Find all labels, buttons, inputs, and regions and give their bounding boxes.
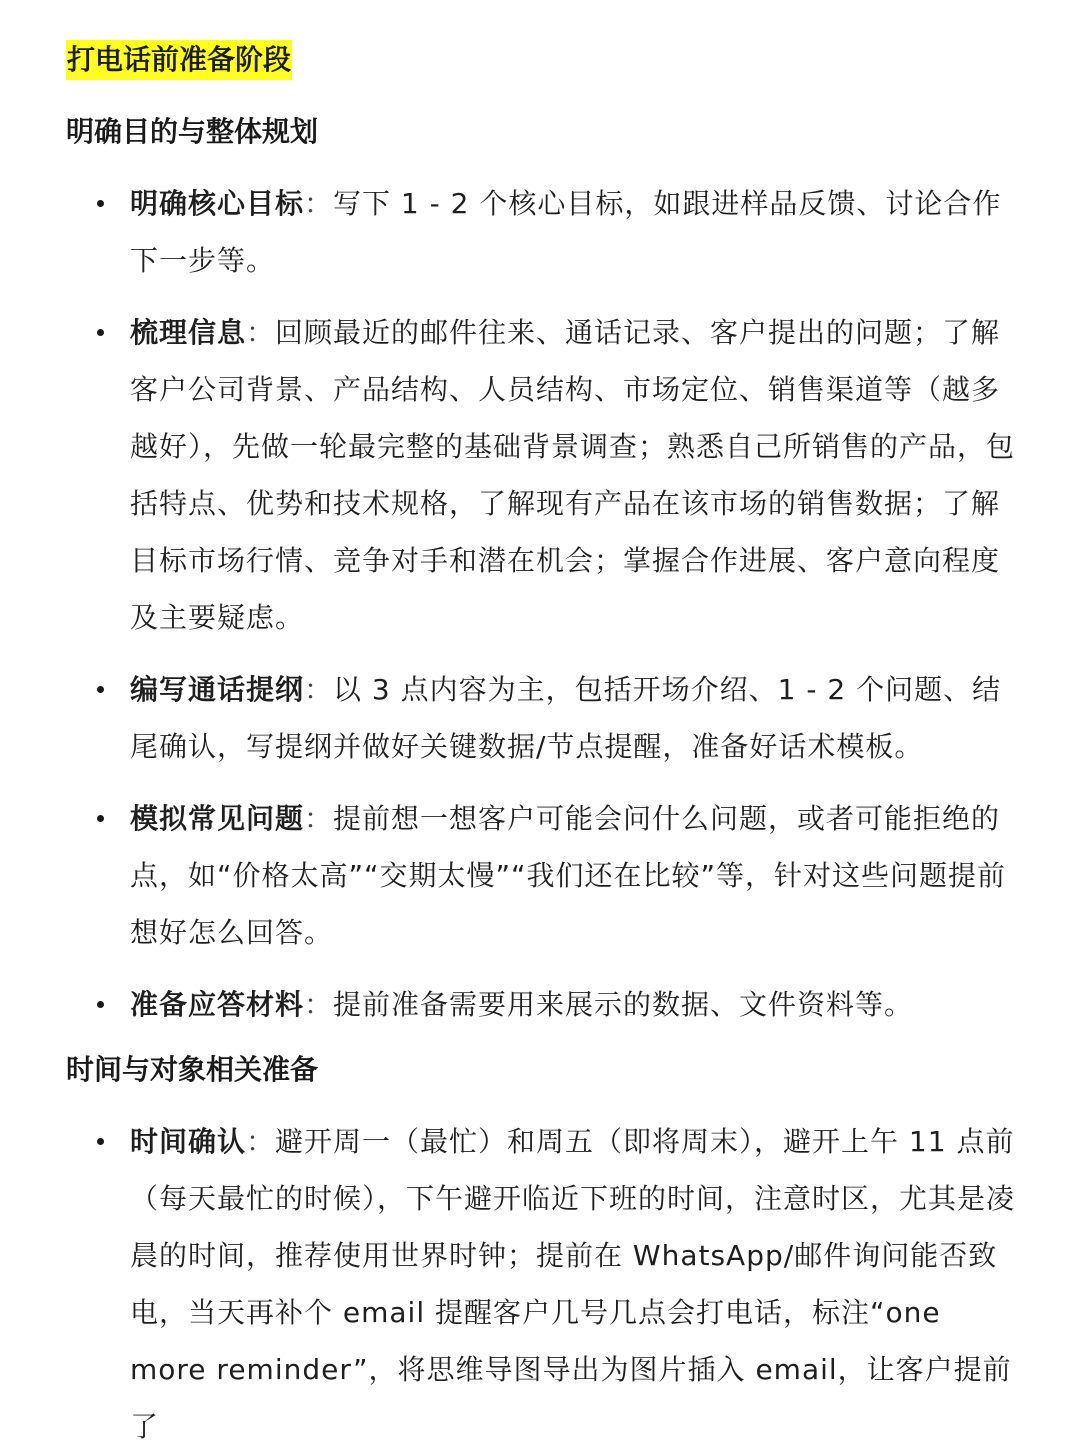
bullet-dot-icon [97,329,104,336]
bullet-dot-icon [97,200,104,207]
bullet-dot-icon [97,815,104,822]
item-lead: 编写通话提纲 [130,673,305,706]
item-separator: ： [304,187,334,220]
bullet-dot-icon [97,1138,104,1145]
item-lead: 模拟常见问题 [130,802,305,835]
list-item [0,304,1022,646]
stage-title: 打电话前准备阶段 [66,40,292,80]
item-text: 提前准备需要用来展示的数据、文件资料等。 [333,988,914,1021]
item-text: 避开周一（最忙）和周五（即将周末），避开上午 11 点前（每天最忙的时候），下午避开临近下班的时间，注意时区，尤其是凌晨的时间，推荐使用世界时钟；提前在 WhatsApp/邮件询问能否致电，当天再补个 email 提醒客户几号几点会打电话，标注“one more reminder”，将思维导图导出为图片插入 email，让客户提前了 [130,1125,1016,1443]
bullet-dot-icon [97,686,104,693]
list-item [0,790,1022,961]
item-lead: 明确核心目标 [130,187,305,220]
list-item [0,1113,1022,1455]
bullet-list-purpose [0,175,1080,1033]
item-separator: ： [304,802,334,835]
item-text: 写下 1 - 2 个核心目标，如跟进样品反馈、讨论合作下一步等。 [130,187,1002,277]
list-item [0,175,1022,289]
item-lead: 梳理信息 [130,316,247,349]
item-separator: ： [246,1125,276,1158]
list-item [0,661,1022,775]
item-separator: ： [304,673,334,706]
item-text: 以 3 点内容为主，包括开场介绍、1 - 2 个问题、结尾确认，写提纲并做好关键数据/节点提醒，准备好话术模板。 [130,673,1002,763]
item-separator: ： [304,988,334,1021]
list-item [0,976,1022,1033]
section-title-time: 时间与对象相关准备 [66,1053,319,1086]
bullet-list-time [0,1113,1080,1455]
item-lead: 时间确认 [130,1125,247,1158]
item-text: 回顾最近的邮件往来、通话记录、客户提出的问题；了解客户公司背景、产品结构、人员结构、市场定位、销售渠道等（越多越好），先做一轮最完整的基础背景调查；熟悉自己所销售的产品，包括特点、优势和技术规格，了解现有产品在该市场的销售数据；了解目标市场行情、竞争对手和潜在机会；掌握合作进展、客户意向程度及主要疑虑。 [130,316,1016,634]
item-separator: ： [246,316,276,349]
item-lead: 准备应答材料 [130,988,305,1021]
section-title-purpose: 明确目的与整体规划 [66,115,319,148]
bullet-dot-icon [97,1001,104,1008]
item-text: 提前想一想客户可能会问什么问题，或者可能拒绝的点，如“价格太高”“交期太慢”“我们还在比较”等，针对这些问题提前想好怎么回答。 [130,802,1007,949]
